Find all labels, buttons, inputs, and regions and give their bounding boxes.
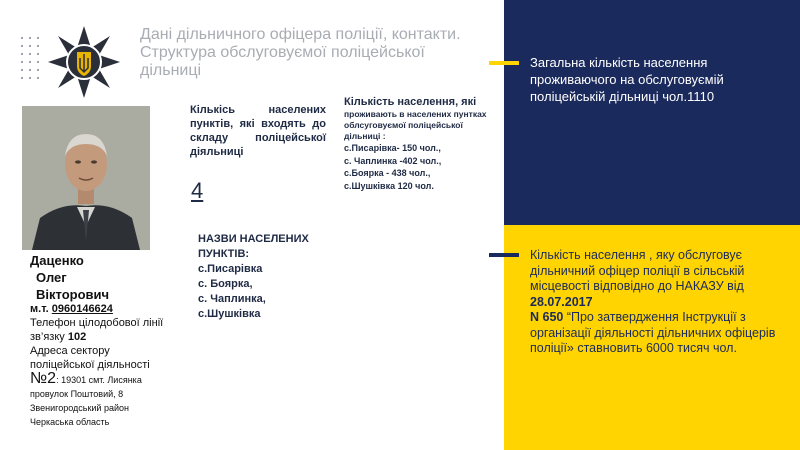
officer-patronymic: Вікторович bbox=[36, 287, 110, 302]
hotline-number: 102 bbox=[67, 331, 87, 343]
address-label: Адреса сектору поліцейської діяльності bbox=[30, 345, 150, 371]
settlements-count-label: Кількісь населених пунктів, які входять до складу поліцейської діяльниці bbox=[190, 104, 326, 158]
page-title: Дані дільничного офіцера поліції, контакти. Структура обслуговуємої поліцейської дільниці bbox=[140, 26, 461, 79]
settlement-name: с.Писарівка bbox=[198, 263, 263, 275]
total-population-panel bbox=[504, 0, 800, 225]
officer-photo bbox=[22, 106, 150, 250]
police-emblem-icon bbox=[44, 24, 124, 100]
officer-name bbox=[30, 252, 109, 303]
settlement-names-title: НАЗВИ НАСЕЛЕНИХ ПУНКТІВ: bbox=[198, 233, 309, 260]
decorative-dot-grid bbox=[18, 34, 42, 84]
officer-first-name: Олег bbox=[36, 270, 67, 285]
settlement-names bbox=[198, 232, 328, 322]
order-number: N 650 bbox=[530, 310, 564, 324]
accent-dash bbox=[489, 253, 519, 257]
order-text bbox=[530, 248, 790, 357]
village-population-item: с.Шушківка 120 чол. bbox=[344, 180, 434, 191]
order-text-after: “Про затвердження Інструкції з організації діяльності дільничних офіцерів поліції» ставновить 6000 тисяч чол. bbox=[530, 310, 776, 355]
officer-surname: Даценко bbox=[30, 253, 84, 268]
settlements-count: 4 bbox=[191, 178, 204, 203]
village-population-item: с. Чаплинка -402 чол., bbox=[344, 155, 442, 166]
settlement-name: с.Шушківка bbox=[198, 308, 261, 320]
mobile-phone-link[interactable]: 0960146624 bbox=[51, 303, 113, 315]
order-text-before: Кількість населення , яку обслуговує дільничний офіцер поліції в сільській місцевості відповідно до НАКАЗУ від bbox=[530, 248, 745, 293]
address-text: : 19301 смт. Лисянка провулок Поштовий, 8 Звенигородський район Черкаська область bbox=[30, 375, 142, 427]
population-subheading: проживають в населених пунтках облсуговуємої поліцейської дільниці : bbox=[344, 109, 487, 141]
population-by-village bbox=[344, 96, 494, 192]
population-heading: Кількість населення, які bbox=[344, 96, 477, 108]
accent-dash bbox=[489, 61, 519, 65]
village-population-item: с.Боярка - 438 чол., bbox=[344, 168, 431, 178]
settlement-name: с. Чаплинка, bbox=[198, 293, 266, 305]
settlement-name: с. Боярка, bbox=[198, 278, 253, 290]
mobile-label: м.т. bbox=[30, 303, 52, 315]
sector-label: №2 bbox=[30, 370, 57, 387]
village-population-item: с.Писарівка- 150 чол., bbox=[344, 143, 441, 153]
order-date: 28.07.2017 bbox=[530, 294, 593, 309]
total-population-text: Загальна кількість населення проживаючого на обслуговуємій поліцейській дільниці чол.1110 bbox=[530, 55, 724, 104]
hotline-text: Телефон цілодобової лінії зв’язку bbox=[30, 317, 164, 343]
officer-contacts bbox=[30, 302, 170, 429]
